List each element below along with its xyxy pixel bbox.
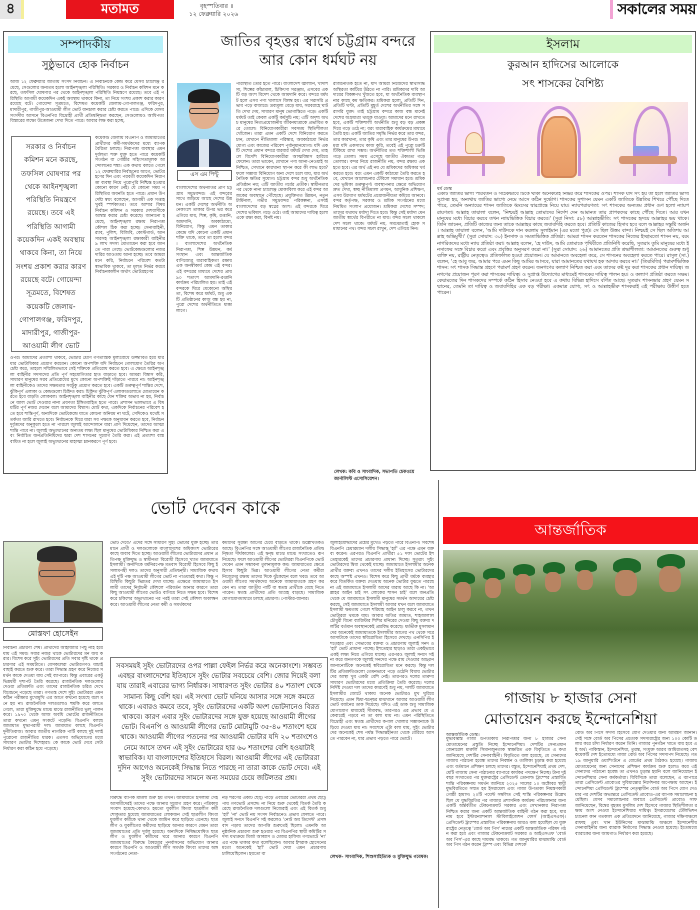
international-section-label: আন্তর্জাতিক xyxy=(443,517,698,544)
masthead-logo: সকালের সময় xyxy=(610,0,696,19)
international-headline: মোতায়েন করছে ইন্দোনেশিয়া xyxy=(483,710,658,728)
column-divider xyxy=(438,480,439,908)
islam-section-label: ইসলাম xyxy=(434,35,692,53)
islam-title: সৎ শাসকের বৈশিষ্ট্য xyxy=(522,78,604,90)
islam-title: কুরআন হাদিসের আলোকে xyxy=(507,59,619,71)
page-number: ৪ xyxy=(0,0,24,19)
editorial-title: সুষ্ঠুভাবে হোক নির্বাচন xyxy=(41,60,130,71)
issue-date: ১২ ফেব্রুয়ারি ২০২৬ xyxy=(189,11,239,18)
author-name: এস এম পিন্টু xyxy=(177,170,232,181)
international-desk-label: আন্তর্জাতিক ডেস্ক। xyxy=(446,733,480,738)
article-column: নির্বাচনী প্রচারণা শেষ। প্রার্থীদের আহাজারি পিছু নাই হয়ে যায় এই সময়। সবার নজর থাকে ভোটারদের মন জয় করার। বিশেষ করে সুইং ভোটারদের প্রতি সবার দৃষ্টি থাকে প্রচারণার এই সময়টাতে। যেসকলেরা ভোটারগণও যাচাইবাছাই করতে শুরু করে। তারা সিদ্ধান্ত গ্রহণ করে নিজের সমর্থন কাকে দেওয়া যায় সেই ব্যাপারে। কিন্তু এবারের একটু ভিন্নধর্মী দৃশ্যপট তৈরি করেছে। রাজনৈতিক দলগুলোর দেওয়া প্রতিশ্রুতি এবং তাদের রাজনৈতিক চরিত্র দেখে বিবেচনে পড়েছে তারা। গণতন্ত্র দেশে সুইং ভোটাররা এমন কঠিন পরীক্ষার মুখোমুখি এর আগে কখনো হয়েছে বলে মনে হয় না। রাজনৈতিক দলগুলোও হুমকি করে বলতে গেলে, তারা মুক্তিযুদ্ধে মাঝে মাঝে রাজনীতির ভুল পালন করে। ১৯৭০ থেকে আজ অবধি ভোটের রাজনীতিতে তারা কখনো এমন সংকটে পড়েনি। বিএনপি বলছে জামায়াত যুদ্ধাপরাধী দল। জামায়াত বলছে বিএনপি দুর্নীতিবাজ। আবার জাতীয় নাগরিক পার্টি বলছে দুই দলই পুরোনো রাজনীতির ধারক। এতসব অভিযোগের মধ্যে সাধারণ ভোটার দিশেহারা। কে কাকে ভোট দেবে সেটা নির্ধারণ করা কঠিন হয়ে পড়েছে। xyxy=(3,646,103,752)
issue-day: বৃহস্পতিবার ॥ xyxy=(200,3,234,10)
main-headline: আর কোন ধর্মঘট নয় xyxy=(259,53,377,69)
author-byline: লেখক: কবি ও সাংবাদিক, সভাপতি চেকওয়ে জার্নালিস্ট এসোসিয়েশন। xyxy=(334,470,415,482)
editorial-paragraph: কয়েকটি জেলায় বিএনপি ও জামায়াতের প্রার্থীদের কর্মী-সমর্থকদের মধ্যে ব্যাপক বৈরিতা চলছে। নিরাপত্তা ব্যবস্থার এমন দুর্বলতা শক্ত যুক্ত হতে পারে কয়েকটি সংগঠন বা গোষ্ঠীর সহিংসতামূলক আন্দোলনের শঙ্কা। এক কথায় বলতে গেলে ১২ ফেব্রুয়ারির নির্বাচনের আগে, ভোটগ্রহণের দিন এবং পরবর্তী কয়েকদিন নিরাপত্তা ব্যবস্থা নিয়ে পুরোপুরি নিশ্চিন্ত হওয়ার কোনো কারণ নেই। যে কোনো সময় পরিস্থিতির অবনতি হতে পারে। প্রধান উপদেষ্টা স্বয়ং বলেছেন, আগামী এক সপ্তাহ খুবই স্পর্শকাতর। তবে আশার বিষয় নির্বাচন কমিশন ও সরকার দেশবাসীকে আশ্বস্ত করার চেষ্টা করেছে। জানানো হয়েছে, আইনশৃঙ্খলা রক্ষায় নিরাপত্তা কৌশল ঠিক করা হচ্ছে। সেনাবাহিনী, র‌্যাব, পুলিশ, বিজিবি, কোস্টগার্ড, আনসারসহ আইনশৃঙ্খলা রক্ষাকারী বাহিনীর ৯ লাখ সদস্য মোতায়েন করা হবে জানতে পারা গেছে। ভোটকেন্দ্রগুলোর নজরদারির আওতায় আনা হচ্ছে। তবে আমরা মনে করি, নির্বাচনে পরিবেশ কতটা স্বাভাবিক থাকবে, তা মূলত নির্ভর করবে নির্বাচনকালীন অর্থাৎ ভোটগ্রহণের xyxy=(95,136,165,276)
author-name: মোস্তফা হোসেইন xyxy=(3,627,103,641)
article-column: পরিস্থিতি তৈরি হতে পারে। বাংলাদেশ জ্বালানি, খাদ্যশস্য, শিল্পের কাঁচামাল, চিকিৎসা সরঞ্জাম, এসবের একটি বড় অংশ বিদেশ থেকে আমদানি করে। বন্দরে ধর্মঘট হলে এসব পণ্য খালাসে বিলম্ব হয়। এর সরাসরি প্রভাব পড়ে বাজারে। দ্রব্যমূল্য বেড়ে যায়, সরবরাহে ঘাটতি দেখা দেয়, সাধারণ মানুষ ভোগান্তিতে পড়ে। একটি ধর্মঘট তাই কেবল একটি কর্মসূচি নয়; এটি অদৃশ্য অথচ মানুষের নিত্যপ্রয়োজনীয় জীবনযাত্রাকে প্রভাবিত করে তোলে। বিনিয়োগকারীরা সবসময় স্থিতিশীলতা খোঁজেন। তারা এমন একটি দেশে বিনিয়োগ করতে চান, যেখানে নীতিমালা পরিষ্কার, অবকাঠামো নির্ভরযোগ্য এবং কাজের পরিবেশ পূর্বানুমানযোগ্য। যদি একটি দেশের প্রধান বন্দরে বারবার ধর্মঘট দেখা দেয়, তাহলে বিদেশি বিনিয়োগকারীরা আত্মবিশ্বাস হারিয়ে ফেলেন। তারা ভাবেন, যেখানে পণ্য আনা-নেওয়াই অনিশ্চিত, সেখানে কারখানা স্থাপন করে কী লাভ হবে? ফলে সম্ভাব্য বিনিয়োগ অন্য দেশে চলে যায়, যার অর্থনৈতিক ক্ষতির সুযোগ। চট্টগ্রাম বন্দর শুধু অর্থনৈতিক প্রতিষ্ঠান নয়; এটি জাতীয় গর্বের প্রতীক। স্বাধীনতার পর থেকে নানা চ্যালেঞ্জ মোকাবিলা করে এই বন্দর আজকের অবস্থানে পৌঁছেছে। প্রযুক্তিগত উন্নয়ন, নতুন টার্মিনাল, গভীর সমুদ্রবন্দর পরিকল্পনা, এসবই বাংলাদেশের বড় স্বপ্নের অংশ। এই বন্দরকে ঘিরে দেশের ভবিষ্যৎ গড়ে ওঠে। তাই আমাদের দায়িত্ব হলো একে রক্ষা করা, বিনষ্ট নয়। xyxy=(236,82,328,222)
editorial-paragraph: ওপর। আমাদের প্রত্যাশা থাকবে, ভোটার শ্রেণি গণতান্ত্রিক মূল্যবোধে উজ্জীবিত হয়ে যার যার ভোটাধিকার প্রয়োগ করবেন। কোনো অপশক্তি যদি নির্বাচনে গোলযোগ তৈরির অপচেষ্টা করে, তাহলে সম্মিলিতভাবে সেই শক্তিকে প্রতিরোধ করতে হবে। এ ক্ষেত্রে আইনশৃঙ্খলা বাহিনীর সদস্যদের প্রতি পূর্ণ সহযোগিতার হাত বাড়াতে হবে। আমরা বিশ্বাস করি, সাধারণ মানুষের সরব প্রতিরোধের মুখে কোনো অপশক্তিই দাঁড়াতে পারবে না। আইনশৃঙ্খলা বাহিনীকেও তাদের সক্ষমতার সবটুকু প্রয়োগ করতে হবে। একটি গুরুত্বপূর্ণ শান্তির দেশে, ঝুঁকিপূর্ণ এলাকা ও কেন্দ্রগুলো চিহ্নিত করা। চিহ্নিত ঝুঁকিপূর্ণ এলাকাগুলোতে মোতায়েন করতে হবে বাড়তি লোকবল। আইনশৃঙ্খলা বাহিনীর কাছে যেন শক্তির অভাব না হয়, নির্বাচনে জাল ভোট দেওয়ার নানা প্রবণতা ইঙ্গিতবাহিত হতে পারে। প্রশাসন ভালভাবে এ বিষয়টির পূর্ণ নজর দেবেন বলে আমাদের বিশ্বাস। মোট কথা, একদিকে নির্বাচনের পরিবেশ হতে হবে শান্তিপূর্ণ, অন্যদিকে ভোটকেন্দ্রে যাতে কোনো অনিয়ম না ঘটে, সেদিকেও যথেষ্ট সতর্কতা জারি রাখতে হবে। নির্বাচনকে ঘিরে যারা সব পক্ষকে অনুধাবন করতে হবে, নির্বাচন দুর্বৃত্তদের অনুকূলে হতে না পারলে জুলাই আন্দোলনে যারা প্রাণ দিয়েছেন, তাদের আত্মা শান্তি পাবে না। জুলাই অভ্যুত্থানের অন্যতম লক্ষ্য ছিল মানুষের ভোটাধিকার নিশ্চিত করা এবং নির্বাচিত জনপ্রতিনিধিদের দ্বারা দেশ শাসনের সুযোগ তৈরি করা। এই প্রত্যাশা বাস্তবায়িত না হলে জুলাই অভ্যুত্থানের মাহাত্ম্য ম্লানকরণে পূর্ণ হবে। xyxy=(10,356,164,445)
islam-box xyxy=(430,31,696,471)
islam-body: একটি জাতির ভাগ্য পরিবর্তন ও সঠিকভাবে টিকে থাকা অনেকটাই নির্ভর করে শাসকের ওপর। শাসক যদি সৎ হয় তা হলে জাতির ভাগ্য সুপ্রসন্ন হয়, অন্যথায় জাতির ভাগ্যে নেমে আসে কঠিন দুর্ভোগ। শাসকের সুশাসন যেমন একটি জাতিকে উন্নতির শিখরে পৌঁছে দিতে পারে, তেমনি অন্যায়ের শাসন জাতিকে ধ্বংসের দ্বারপ্রান্তে নিয়ে যায়। ন্যায়পরায়ণতা: সৎ শাসকের অন্যতম প্রধান গুণ হলো ন্যায়পরায়ণতা। আল্লাহ তায়ালা বলেন, 'নিশ্চয়ই আল্লাহ তোমাদের নির্দেশ দেন আমানত তার প্রাপকদের কাছে পৌঁছে দিতে। আর যখন মানুষের মধ্যে বিচার করবে তখন ন্যায়ভিত্তিক বিচার করবে।' (সুরা নিসা: ৫৮) আল্লাহভীতি: সৎ শাসকের হৃদয়ে আল্লাহর ভয় থাকে। তিনি জানেন, প্রতিটি কাজের জন্য তাকে আল্লাহর কাছে জবাবদিহি করতে হবে। প্রতিটি কাজের হিসাব হবে বলে আল্লাহর সন্তুষ্টি অর্জন। আল্লাহ তায়ালা বলেন, 'আমি দাউদকে দান করলাম সুলাইমান (এর মতো পুত্র)। সে ছিল উত্তম বান্দা। নিশ্চয়ই সে ছিল অতিশয় আল্লাহ অভিমুখী।' (সুরা সোয়াদ: ৩০) ইনসাফ ও সমতাভিত্তিক প্রতিষ্ঠা: আমরা শাসন করতেন শাসকের নিজের ইচ্ছামতো শাসন নয়, বরং নাগরিকদের মধ্যে ন্যায় প্রতিষ্ঠা করা। আল্লাহ বলেন, 'হে দাউদ, আমি তোমাকে পৃথিবীতে প্রতিনিধি করেছি, সুতরাং তুমি মানুষের মধ্যে ইনসাফের সঙ্গে বিচার করো এবং প্রবৃত্তির অনুসরণ করো না।' (সুরা সোয়াদ: ২৬) আমানতের প্রতি শ্রদ্ধাশীলতা: আমানতের গুরুত্ব শুধু ব্যক্তি নয়, রাষ্ট্রীয় নেতৃত্বেও প্রতিফলিত হওয়া প্রয়োজন। যে আমানতে অবহেলা করে, সে শাসনের অবহেলা করতে পারে। রাসুল (সা.) বলেন, 'হে আবু জর, আমার পরে এমন কিছু আমির আসবে, যারা আমানতের যথাযথ হক আদায় করবে না।' (তিরমিজি) পরামর্শভিত্তিক শাসন: সৎ শাসক সিদ্ধান্ত গ্রহণে পরামর্শ গ্রহণ করেন। জনগণের কল্যাণ নিশ্চিত করা এবং তাদের কষ্ট দূর করা শাসকের প্রধান দায়িত্ব। জনগণের প্রয়োজন পূরণ করা শাসকের দায়িত্ব। ও সুপ্রাপ্ত উদ্যোগের মাধ্যমেই শাসকের দায়িত্ব পালন হয়। ও কল্যাণ প্রতিষ্ঠা করতে সক্ষম। কেয়ামতের দিন শাসকদের সম্পর্কে কঠিন হিসাব নেওয়া হবে এ কথায় বিভিন্ন হাদিসে বর্ণিত আছে। সুতরাং শাসনভার গ্রহণ যেমন সম্মানের, তেমনি তা দায়িত্ব ও জবাবদিহির এক বড় পরীক্ষা। একমাত্র যোগ্য, সৎ ও আল্লাহভীরু শাসকরাই এই পরীক্ষায় উত্তীর্ণ হতে পারেন। xyxy=(437,192,689,297)
international-headline: গাজায় ৮ হাজার সেনা xyxy=(504,689,637,707)
editorial-section-label: সম্পাদকীয় xyxy=(8,36,163,53)
vote-pull-quote: সবসময়ই সুইং ভোটারদের ওপর পাল্লা ফেইল নির্ভর করে অনেকাংশে। সম্ভবত এবছর বাংলাদেশের ইতিহাসে সুইং ভোটার সবচেয়ে বেশি। জোর দিয়েই বলা যায় তারাই এবারের ভাগ্য নির্ধারক। সাধারণত সুইং ভোটার ৪০ শতাংশ থেকে সামান্য কিছু বেশি হয়। এই সংখ্যা ভোট ঘনিয়ে আসার সঙ্গে সঙ্গে কমতে থাকে। এবারও কমবে তবে, সুইং ভোটারদের একটি অংশ ভোটদানেও বিরত থাকবে। কারণ এবার সুইং ভোটারদের সঙ্গে যুক্ত হয়েছে আওয়ামী লীগের ভোট। বিএনপি ও আওয়ামী লীগের ভোট মোটামুটি ৩৫-৪০ শতাংশে হয়ে থাকে। আওয়ামী লীগের পতনের পর আওয়ামী ভোটার যদি ২০ শতাংশেও নেমে আসে তখন এই সুইং ভোটারের হার ৬০ শতাংশের বেশি হওয়াটাই স্বাভাবিক। যা বাংলাদেশের ইতিহাসে বিরল। আওয়ামী লীগের এই ভোটাররা দুদিন আগেও অনেকেই সিদ্ধান্ত নিতে পারছে না তারা কাকে ভোট দেবে। এই সুইং ভোটারদের সামনে অন্য সময়ের চেয়ে জটিলতর প্রশ্ন। xyxy=(110,657,328,791)
article-column: বাংলাদেশের অর্থনীতির প্রাণ চট্টগ্রাম সমুদ্রবন্দর। এই বন্দরের সাথে জড়িয়ে আছে দেশের উন্নয়ন। একটি দেশের অর্থনীতি অনেকাংশে তাকার উপর ভর করে এগিয়ে যায়, শিল্প, কৃষি, রপ্তানি, আমদানি, অবকাঠামো, বিনিয়োগ, কিন্তু এমন তাকার কেন্দ্রে যদি কোনো একটি প্রধান শক্তি থাকে, তবে তা হলো বন্দর। বাংলাদেশের অর্থনৈতিক নিরাপত্তা, শিল্প উন্নয়ন, কর্মসংস্থান এবং আন্তর্জাতিক বাণিজ্যের ধারাবাহিকতা রক্ষায় এক অনস্বীকার্য কেন্দ্র এই বন্দর। এই বন্দরের মাধ্যমে দেশের প্রায় ৯০ শতাংশ আমদানি-রপ্তানি কার্যক্রম পরিচালিত হয়। তাই এই বন্দরকে ঘিরে যেকোনো অস্থিরতা, বিশেষ করে ধর্মঘট, শুধু একটি প্রতিষ্ঠানের কাজ বন্ধ হয় না, পুরো দেশের অর্থনীতিতে ধাক্কা লাগে। xyxy=(176,186,232,315)
article-column: বোর্ড অব পিসে সদস্য হিসেবে যোগ দেওয়ার জন্য আমন্ত্রণ জানান। সেই সঙ্গে বোর্ড অব পিসের প্রত্যেক সদস্যরাষ্ট্রের জন্য ১০০ কোটি ডলার করে চাঁদা নির্ধারণ করেন তিনি। গাজার পুনর্গঠন খাতে ব্যয় হবে এই অর্থ। পাকিস্তান, ইন্দোনেশিয়া, তুরস্ক, সংযুক্ত আরব আমিরাতসহ বেশ কয়েকটি দেশ ইতোমধ্যে গাজা বোর্ড অব পিসের সদস্যপদ নিয়েছে। গত ১৯ জানুয়ারি ওয়াশিংটনে এ বোর্ডের প্রথম বৈঠকও হয়েছে। গাজায় মোতায়েনের জন্য সেনাদের প্রশিক্ষণ কার্যক্রম শুরু হলেও কবে এই সেনাদের পাঠানো হবেন্ধ তা এখনও চূড়ান্ত হয়নি বলে জানিয়েছেন ইন্দোনেশিয়ার সেনা কর্মকর্তারা। বিবিসিকে তারা বলেছেন, এ ব্যাপারে তারা প্রেসিডেন্ট প্রাবোওর সুবিয়ান্তোর নির্দেশনার অপেক্ষায় আছেন। ইন্দোনেশিয়া প্রেসিডেন্ট ট্রাম্পের নেতৃত্বাধীন বোর্ড অব পিসে যোগ দেওয়ার পর দেশটির অভ্যন্তরে প্রেসিডেন্ট প্রাবোও-এর ব্যাপক সমালোচনা হয়েছিল। যেসব সমালোচনার জবাবে প্রেসিডেন্ট প্রাবোও সাফ জানিয়েছেন, বিশ্বের বৃহত্তম মুসলিম দেশ হিসেবে গাজার স্থিতিশীলতা রক্ষায় অংশ নেওয়া ইন্দোনেশিয়ার দায়িত্ব। ইসরায়েলের টেলিভিশন চ্যানেল কান গতকাল এক প্রতিবেদনে জানিয়েছে, গাজার দক্ষিণাঞ্চলে রাফাহ এবং খান ইউনিসের মাঝামাঝি অঞ্চলে ইন্দোনেশীয় সেনাবাহিনীর জন্য ব্যারাক নির্মাণের সিদ্ধান্ত নেওয়া হয়েছে। ইতোমধ্যে ব্যারাকের জন্য জায়গাও নির্ধারণ করা হয়েছে। xyxy=(575,731,697,837)
article-column: যুদ্ধবিধ্বস্ত গাজা উপত্যকায় নিরাপত্তার জন্য ৮ হাজার সেনা মোতায়েনের প্রস্তুতি নিচ্ছে ইন্দোনেশিয়া। দেশটির সেনাপ্রধান জেনারেল মারুলি সিমানজুনতাক স্বাক্ষরিত এক বিবৃতিতে এ কথা জানিয়েছে দেশটির সেনাবাহিনী। বিবৃতিতে বলা হয়েছে, যে সেনাদের গাজায় পাঠানো হবেন্ধ তাদের নিবন্ধন ও তালিকা চূড়ান্ত করা হয়েছে এবং বর্তমানে প্রশিক্ষণ চলছে তাদের। বস্তুত, ইন্দোনেশিয়াই প্রথম দেশ, যেটি গাজায় সেনা পাঠানোর ব্যাপারে কার্যকর পদক্ষেপ নিচ্ছে। টানা দুই বছর সংঘাতের পর যুক্তরাষ্ট্রের প্রেসিডেন্ট ডোনাল্ড ট্রাম্পের প্রস্তাবিত শান্তি পরিকল্পনায় সমর্থন জানিয়ে ২০২৫ সালের ১০ অক্টোবর স্থায়ী যুদ্ধবিরতিতে সম্মত হয় ইসরায়েল এবং গাজা উপত্যকা নিয়ন্ত্রণকারী গোষ্ঠী হামাস। ২০টি পয়েন্ট সম্বলিত সেই শান্তি পরিকল্পনার উল্লেখ ছিল যে যুদ্ধবিরতির পর গাজার প্রশাসনিক কার্যক্রম পরিচালনার জন্য একটি অর্ন্তর্বর্তীত টেকনোক্র্যাট সরকার এবং সেখানকার নিরাপত্তা নিশ্চিত করার জন্য একটি আন্তর্জাতিক বাহিনী গঠন করা হবে, যার নাম হবে ইন্টারন্যাশনাল স্টাবিলাইজেশন ফোর্স (আইএসএফ)। প্রেসিডেন্ট ট্রাম্পের প্রস্তাবিত পরিকল্পনায় আরও বলা হয়েছিল যে যুক্তরাষ্ট্রের নেতৃত্বে 'বোর্ড অব পিস' নামের একটি আন্তর্জাতিক পরিষদ গঠন করা হবে এবং গাজার টেকনোক্র্যাট সরকার ও আইএসএফ 'বোর্ড অব পিস'-এর কাছে দায়বদ্ধ থাকবে। গত জানুয়ারির মাঝামাঝি বোর্ড অব পিস গঠন করেন ট্রাম্প এবং বিভিন্ন দেশকে xyxy=(446,737,566,849)
author-byline: লেখক- সাংবাদিক, শিশুসাহিত্যিক ও মুক্তিযুদ্ধ গবেষক। xyxy=(330,855,429,860)
editorial-paragraph: আজ ১২ ফেব্রুয়ারি জাতীয় সংসদ নির্বাচন। এ নির্বাচনকে কেন্দ্র করে যেসব চ্যালেঞ্জ রয়েছে, সেগুলোর অন্যতম হলো আইনশৃঙ্খলা পরিস্থিতি। সরকার ও নির্বাচন কমিশন মনে করছে, তফসিল ঘোষণার পর থেকে আইনশৃঙ্খলা পরিস্থিতি নিয়ন্ত্রণে রয়েছে। তবে এই পরিস্থিতি আগামী কয়েকদিন একই অবস্থায় থাকবে কিনা, তা নিয়ে সংশয় প্রকাশ করার কারণ রয়েছে বটে। গোয়েন্দা সূত্রমতে, বিশেষত কয়েকটি জেলায়-গোপালগঞ্জ, ফরিদপুর, মাদারীপুর, গাজীপুর-আওয়ামী লীগ ভোট বানচাল করার চেষ্টা করতে পারে। এদিকে যেসব সংসদীয় আসনে বিএনপির বিদ্রোহী প্রার্থী প্রতিদ্বন্দ্বিতা করছেন, সেগুলোয়ও আধিপত্য বিস্তারের লক্ষ্যে উত্তেজনা দেখা দিতে পারে। আবার লক্ষ করা হচ্ছে, xyxy=(10,80,164,125)
article-column: জুলাইযোদ্ধাদের প্রশ্নের মুখেও পড়তে পারে বিএনপি। সর্বশেষ বিএনপি চেয়ারম্যান দলীয় সিদ্ধান্ত 'হ্যাঁ' এর পক্ষে এমন বক্তব্য করেন। এরপরও বিএনপি প্রার্থীরা ৫১ দফা ভোটের ইশতেহারকেই তাদের প্রচারণায় প্রাধান্য দিচ্ছে। সুতরাং সুইং ভোটারদের দ্বিধা থেকেই যাচ্ছে। জামায়াতে ইসলামীর অনেক প্রার্থীর বক্তব্য এখনও তাদের দলীয় ইতিহাসের ভোটারদের কাছে অস্পষ্ট এখনও। বিশেষ করে কিছু প্রার্থী ধর্মকে ব্যবহার করে বিতর্কিত বক্তব্য দেওয়ায় অনেক ভোটার বুঝতে পারছে না এই জামায়াতে ইসলামী আদের ধারায় আছে কি না। 'আল্লাহর আইন চাই সৎ লোকের শাসন চাই' বলে জনপ্রতি থেকে যে জামায়াতে ইসলামী মানুষের সমর্থন আদায়ের চেষ্টা করছে, সেই জামায়াতে ইসলামী আবার যখন বলে জামায়াতে ইসলামী ক্ষমতায় গেলে শরিয়াহ আইন চালু করবে না, তখন ভোটাররা থমকে যায়। আবার অতির জামাত, শাহজালাল চৌধুরী বিনো ব্যারিস্টার শিশির মনিরের দেওয়া কিছু বক্তব্য দলটির বর্তমান অবস্থানকেই প্রশ্নবিদ্ধ করেছে। ধর্মভীরু মুসলমানদের অনেকেই জামায়াতকে ইসলামীর আগের পথ থেকে সরে আসাটাকে তাদের স্ববিরোধিতা হিসেবে দেখছে। এনসিপির ইশতেহার এবং সেভাবের বক্তব্য ও প্রচারণায় জুলাই সনদ ও 'হ্যাঁ' ভোট প্রাধান্য পাচ্ছে। ইশতেহার ছাড়াও তারা একইভাবে একই লক্ষ্য নিয়ে এগিয়ে যাচ্ছে। এরপরও জুলাই সনদে সই না করে জনগণকে জুলাই সনদের পক্ষে রায় দেওয়ার আহ্বান জানানোটিকে অনেকেই স্ববিরোধিতা মনে করছে। কিন্তু দলটির প্রতিশ্রুতিগুলো তেমনভাবে পড়ে ওঠেনি বিধায় ভোটারদের আস্থা খুব একটা বেশি নেই। তারপরও দলের তারুণ্য সাধারণ ভোটারদের মধ্যে প্রতিক্রিয়া তৈরি করেছে। দলের নির্দিষ্ট দেওয়া দল তাদের কারণেই শুধু নয়, দলটি জামায়াতে ইসলামীর জোটে থাকায় অনেক ভোটারও মুখ ঘুরিয়ে নিয়েছে। এমন দ্বিধা-দ্বন্দ্বের মাঝখানে আবার আওয়ামী লীগ ভোট বর্জনের ডাক দিয়েছে। যদিও এই ডাক শুধু সামাজিক যোগাযোগ মাধ্যমেই সীমাবদ্ধ, তারপরও এর প্রভাব যে একেবারেই পড়বে না তা বলা যায় না। এমন পরিস্থিতিতে বিদ্রোহী এবং স্বতন্ত্র প্রার্থীদের কপাল খোলার সম্ভাবনাকে উড়িয়ে দেওয়া যায় না। সবশেষে এটা বলা যায়, সুইং ভোটারদের অনেকেই শেষ পর্যন্ত সিদ্ধান্তহীনতা থেকে বেরিয়ে আসতে পারবেন না, যার প্রভাব পড়তে পারে ভোটে। xyxy=(330,541,434,742)
article-column: নড় শরণের একটি ছোট্ট পাড়ে এবারের ভোটাররা প্রথম ছোট্ট পায় গণভোট প্রসঙ্গে। না নিয়ে শুরু থেকেই বিতর্ক তৈরি করেছে রাজনৈতিক দলগুলো নিজেরাই এবং এই বিতর্ক শুধু 'হ্যাঁ' 'না' ভোট নয় সংসদ নির্বাচনেও প্রভাব ফেলতে পারে। জুলাই সনদে বিএনপি সই করলেও 'নোট অব ডিসেন্ট' প্রসঙ্গ বাদ পড়ায় তাদের আপত্তি শুরুতেই ছিলো। এমনকি আনুষ্ঠানিক প্রচারণা শুরু হওয়ার পর বিএনপির স্থায়ী কমিটির সদস্য যথাক্রমে মির্জা আব্বাস ও মেজর হাফিজ গণভোটে 'না' এর পক্ষে থাকার কথা বলেছিলেন। আবার ইশরাক হোসেনের মতো অনেকেই 'হ্যাঁ' ভোট দেয়া এমন প্রচারণায় চালিয়েছিলেন। হয়তো বা xyxy=(222,796,326,857)
article-column: কর্মীদের সুরক্ষা আগের চেয়ে বাড়তে থাকে। উল্লেখিতকও আছে। বিএনপির সঙ্গে আওয়ামী লীগের রাজনৈতিক প্রতিদ্বন্দ্বিতা দীর্ঘকালের। এই দ্বন্দ্ব মাঝে মাঝে সংঘাতেও রূপ নিয়েছে। ফলে আওয়ামী লীগের ভোটাররা বিএনপিকে ভোট দেবেন এমন সম্ভাবনা তুলনামূলক কম। জামায়াতের ক্ষেত্রে হিসাব কিছুটা ভিন্ন। আওয়ামী লীগের নেতা কর্মীরা নিজেদের রক্ষায় তাদের দিকে ঝুঁকেছেন বলে খবর। তবে আওয়ামী লীগের সমর্থকদের অনেকে জামায়াতকে গ্রহণ করবেন না। তারা জাতীয় পার্টি বা স্বতন্ত্র প্রার্থীকে বেছে নিতে পারেন। স্বতন্ত্র প্রার্থীদের প্রতি আগ্রহ বাড়ছে। সামাজিক যোগাযোগমাধ্যমে চলছে প্রচারণা। পোস্টার-ব্যানার। xyxy=(222,541,324,602)
section-tab: মতামত xyxy=(66,0,174,19)
article-column: রাজনৈতিক হতে না, যদি আমরা নিজেদের স্বার্থসিদ্ধি অস্থিরতা কাটিয়ে উঠতে না পারি। শ্রমিকদের দাবি আদায়ের বিকল্পপথ খুঁজতে হবে, যা অর্থনৈতিক ব্যবস্থাপনার কাছে কম ক্ষতিকর। শ্রমিকরা হলো, প্রতিটি দিন, প্রতিটি ঘণ্টা, প্রতিটি মুহূর্ত দেশের অর্থনীতির সঙ্গে সরাসরি যুক্ত। তাই চট্টগ্রাম বন্দরে কাজ বন্ধ মানেই দেশের অগ্রযাত্রা থমকে যাওয়া। আমাদের মনে রাখতে হবে, একটি শক্তিশালী অর্থনীতি শুধু বড় বড় প্রকল্প দিয়ে গড়ে ওঠে না; বরং ধারাবাহিক কার্যক্রমের মাধ্যমে তৈরি হয়। একটি জাতির সমৃদ্ধি নির্ভর করে তার বন্দর, তার কারখানা, তার কৃষি এবং তার মানুষের উপর। আমরা যদি একসাথে কাজ করি, তবেই এই পুরো চক্রটি টিকিয়ে রাখা সম্ভব। অর্থনীতির তত শক্তিশালী ভিত্তি গড়ে তোলা। সময় এসেছে জাতীয় ঐকমত্য গড়ে তোলার। বন্দর নিয়ে রাজনীতি নয়, বন্দর রক্ষায় এক হতে হবে। এর অর্থ এই নয় যে শ্রমিকদের অধিকার খর্ব করতে হবে। বরং এমন একটি কাঠামো তৈরি করতে হবে, যেখানে আলোচনার টেবিলে সমাধান হবে। শ্রমিকদের ভূমিকা গুরুত্বপূর্ণ। ব্যবস্থাপনার ক্ষেত্রে অভিযোগ দ্রুত দেখা, স্বচ্ছ নীতিমালা প্রণয়ন, আধুনিক প্রশিক্ষণ, এসব উদ্যোগ ধর্মঘটের প্রয়োজনীয়তা কমিয়ে আনবে। বন্দর কর্তৃপক্ষ, সরকার ও শ্রমিক সংগঠনের মধ্যে নিয়মিত সংলাপ প্রয়োজন। শ্রমিকরা দেশের সম্পদ; তাদের যথাযথ মর্যাদা দিতে হবে। কিন্তু সেই মর্যাদা যেন জাতীয় স্বার্থের বিপরীতে না যায়। বন্দর সচল থাকলে দেশ সচল থাকে। ধর্মঘট নয়, সমঝোতাই হোক সমাধানের পথ। বন্দর সচল রাখুন, দেশ এগিয়ে নিন। xyxy=(333,82,425,233)
author-photo xyxy=(177,83,231,167)
main-headline: জাতির বৃহত্তর স্বার্থে চট্টগ্রাম বন্দরে xyxy=(220,34,416,50)
editorial-box xyxy=(3,31,168,474)
article-column: বিরুদ্ধে ব্যাপক মামলা শুরু হয় তখন। জামায়াতে ইসলামী সেই আসামীদেরই তাদের পক্ষে আনার সুযোগ গ্রহণ করে। পত্রিকায় সংবাদ হয়েছে-কোথাও হয়তো যুবলীগ কিংবা ছাত্রলীগ কর্মী শোকতার হয়েছে জামায়াতের লোকজন সেই ছাত্রলীগ কিংবা যুবলীগ কর্মীকে থানা থেকে জামিন করে ছাড়িয়ে এনেছে। ছাত্রলীগ ও যুবলীগের কর্মীদের ছাড়িয়ে আনার কারণে যেমন তারা জামায়াতের প্রতি দুর্বল হয়েছে। অন্যদিকে নিষিদ্ধঘোষিত ছাত্রলীগ ও যুবলীগ কর্মীদের ঘরে আনার কারণে বিএনপি জামায়াতের বিরুদ্ধে বৈষম্যের পুনর্বাসনের অভিযোগ আনার কারণে বিএনপি ও আওয়ামী লীগ সমর্থক কিংবা তাদের অঙ্গসংগঠনের নেতা- xyxy=(110,796,218,857)
vote-headline: ভোট দেবেন কাকে xyxy=(150,498,280,519)
soldiers-photo xyxy=(443,550,698,682)
article-column: ভোট দেবে? এদের সঙ্গে সাধারণ সুইং ভোটার যুক্ত হচ্ছে। তার মানে প্রার্থী ও দলগুলোকে বাংলাদেশের অধিকাংশ ভোটারের কাছে জবাব দিতে হচ্ছে। আওয়ামী লীগের ভোটারদের প্রধান প্রতিপক্ষ মুক্তিযুদ্ধ ও স্বাধীনতা বিরোধী হিসেবে খ্যাত জামায়াতে ইসলামী। অন্যদিকে ধর্মনিরপেক্ষ মতবাদ বিরোধী হিসেবে কিছু ইসলামপন্থী দলও তাদের অনুসারী প্রতিদ্বন্দ্বী। সামাজিক কথায় এই দুটি পক্ষ আওয়ামী লীগের ভোট না পাওয়ারই কথা। কিন্তু পরিস্থিতি কিছুটা ভিন্নতর দেখা যাচ্ছে। এক্ষেত্রে জামায়াতে ইসলামী তাদের নির্বাচনী কৌশলে পরিবর্তন আনার কারণে তারা কিছু আওয়ামী লীগের ভোটও বাগিয়ে নিতে সক্ষম হবে। বিশেষ করে চকিশের অভ্যুত্থানের পর পরই তারা সেই কৌশল অবলম্বন করে। আওয়ামী লীগের নেতা কর্মী ও সমর্থকদের xyxy=(110,541,218,608)
author-photo xyxy=(3,541,103,623)
islam-desk-label: ধর্ম ডেস্ক xyxy=(437,187,452,192)
editorial-pull-quote: সরকার ও নির্বাচন কমিশন মনে করছে, তফসিল ঘোষণার পর থেকে আইনশৃঙ্খলা পরিস্থিতি নিয়ন্ত্রণে রয়েছে। তবে এই পরিস্থিতি আগামী কয়েকদিন একই অবস্থায় থাকবে কিনা, তা নিয়ে সংশয় প্রকাশ করার কারণ রয়েছে বটে। গোয়েন্দা সূত্রমতে, বিশেষত কয়েকটি জেলায়-গোপালগঞ্জ, ফরিদপুর, মাদারীপুর, গাজীপুর-আওয়ামী লীগ ভোট xyxy=(11,136,91,352)
throne-room-illustration xyxy=(433,102,688,184)
